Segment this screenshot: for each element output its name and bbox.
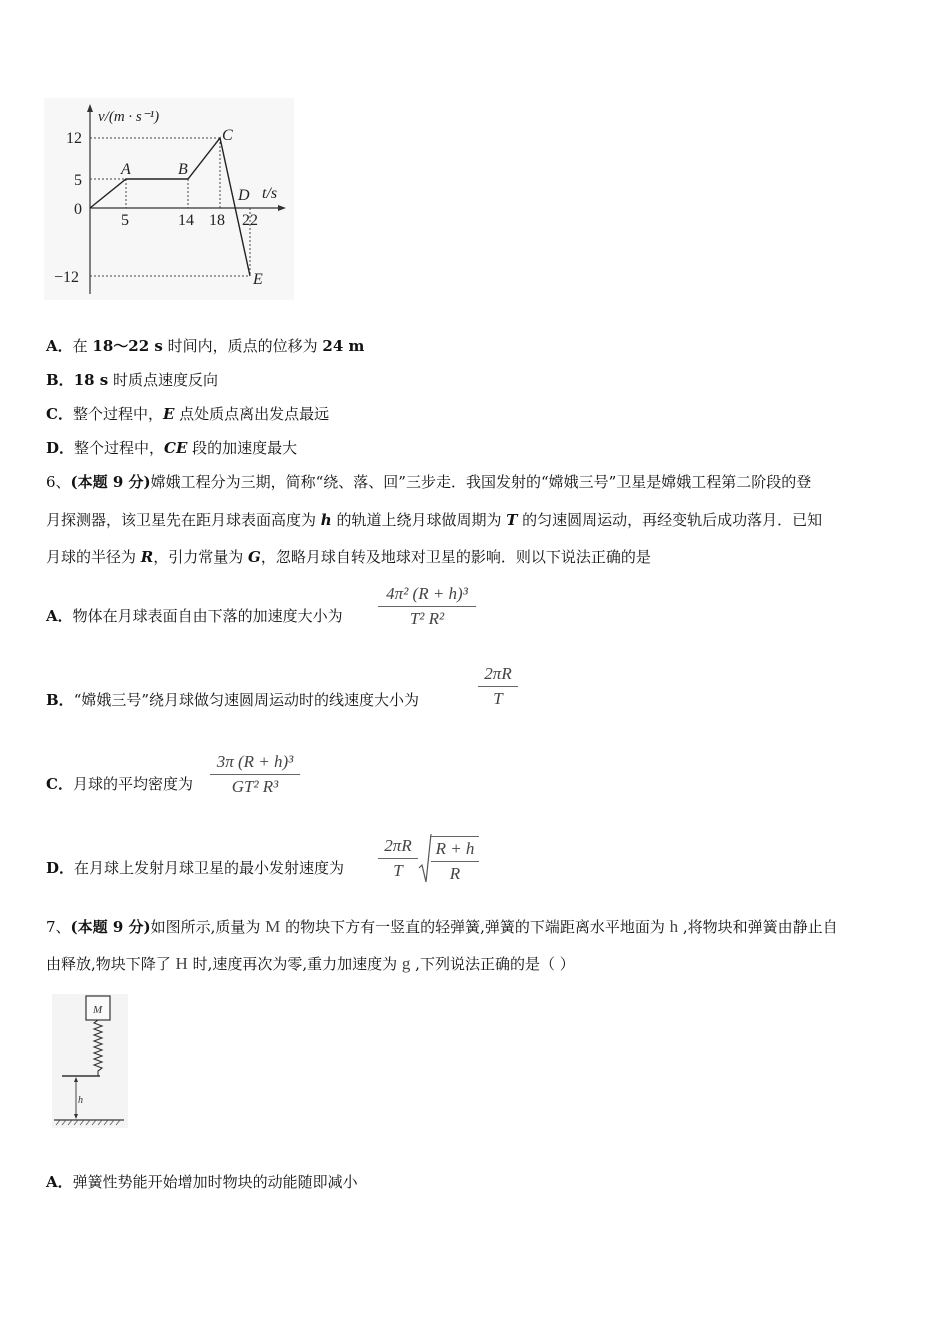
- x-tick-5: 5: [121, 212, 129, 229]
- q6-stem-line-2: 月探测器，该卫星先在距月球表面高度为 h 的轨道上绕月球做周期为 T 的匀速圆周运动，再经变轨后成功落月．已知: [46, 511, 823, 529]
- q6-option-d-formula: 2πR T: [378, 836, 418, 881]
- q7-option-a: A．弹簧性势能开始增加时物块的动能随即减小: [46, 1173, 358, 1191]
- point-C: C: [222, 127, 233, 144]
- x-tick-22: 22: [242, 212, 258, 229]
- q6-option-d-radicand: R + h R: [431, 836, 479, 884]
- q6-option-b-formula: 2πR T: [478, 664, 518, 709]
- q5-option-b: B．18 s 时质点速度反向: [46, 371, 219, 389]
- q6-option-a-formula: 4π² (R + h)³ T² R²: [378, 584, 476, 629]
- q6-option-d: D．在月球上发射月球卫星的最小发射速度为: [46, 859, 345, 877]
- point-A: A: [121, 161, 131, 178]
- y-tick-12: 12: [66, 130, 82, 147]
- q6-stem-line-1: 6、(本题 9 分)嫦娥工程分为三期，简称“绕、落、回”三步走．我国发射的“嫦娥三号”卫星是嫦娥工程第二阶段的登: [46, 473, 812, 491]
- x-tick-14: 14: [178, 212, 194, 229]
- q6-option-b: B．“嫦娥三号”绕月球做匀速圆周运动时的线速度大小为: [46, 691, 420, 709]
- q6-option-a: A．物体在月球表面自由下落的加速度大小为: [46, 607, 343, 625]
- q5-option-a: A．在 18～22 s 时间内，质点的位移为 24 m: [46, 337, 365, 355]
- v-axis-label: v/(m · s⁻¹): [98, 109, 160, 125]
- y-tick-0: 0: [74, 201, 82, 218]
- t-axis-label: t/s: [262, 185, 278, 202]
- graph-background: [44, 98, 294, 300]
- q5-option-d: D．整个过程中，CE 段的加速度最大: [46, 439, 298, 457]
- q7-stem-line-2: 由释放,物块下降了 H 时,速度再次为零,重力加速度为 g ,下列说法正确的是（ ）: [46, 954, 575, 973]
- x-tick-18: 18: [209, 212, 225, 229]
- q7-stem-line-1: 7、(本题 9 分)如图所示,质量为 M 的物块下方有一竖直的轻弹簧,弹簧的下端距离水平地面为 h ,将物块和弹簧由静止自: [46, 917, 838, 936]
- q6-stem-line-3: 月球的半径为 R，引力常量为 G，忽略月球自转及地球对卫星的影响．则以下说法正确的是: [46, 548, 651, 566]
- height-label: h: [78, 1095, 83, 1106]
- sqrt-sign: [418, 832, 432, 884]
- q6-option-c: C．月球的平均密度为: [46, 775, 193, 793]
- y-tick-neg12: −12: [54, 269, 80, 286]
- y-tick-5: 5: [74, 172, 82, 189]
- point-B: B: [178, 161, 188, 178]
- spring-block-figure: [52, 994, 128, 1128]
- velocity-time-graph: [44, 98, 294, 300]
- q5-option-c: C．整个过程中，E 点处质点离出发点最远: [46, 405, 330, 423]
- point-E: E: [253, 271, 263, 288]
- q6-option-c-formula: 3π (R + h)³ GT² R³: [210, 752, 300, 797]
- block-m-label: M: [93, 1004, 103, 1016]
- point-D: D: [238, 187, 250, 204]
